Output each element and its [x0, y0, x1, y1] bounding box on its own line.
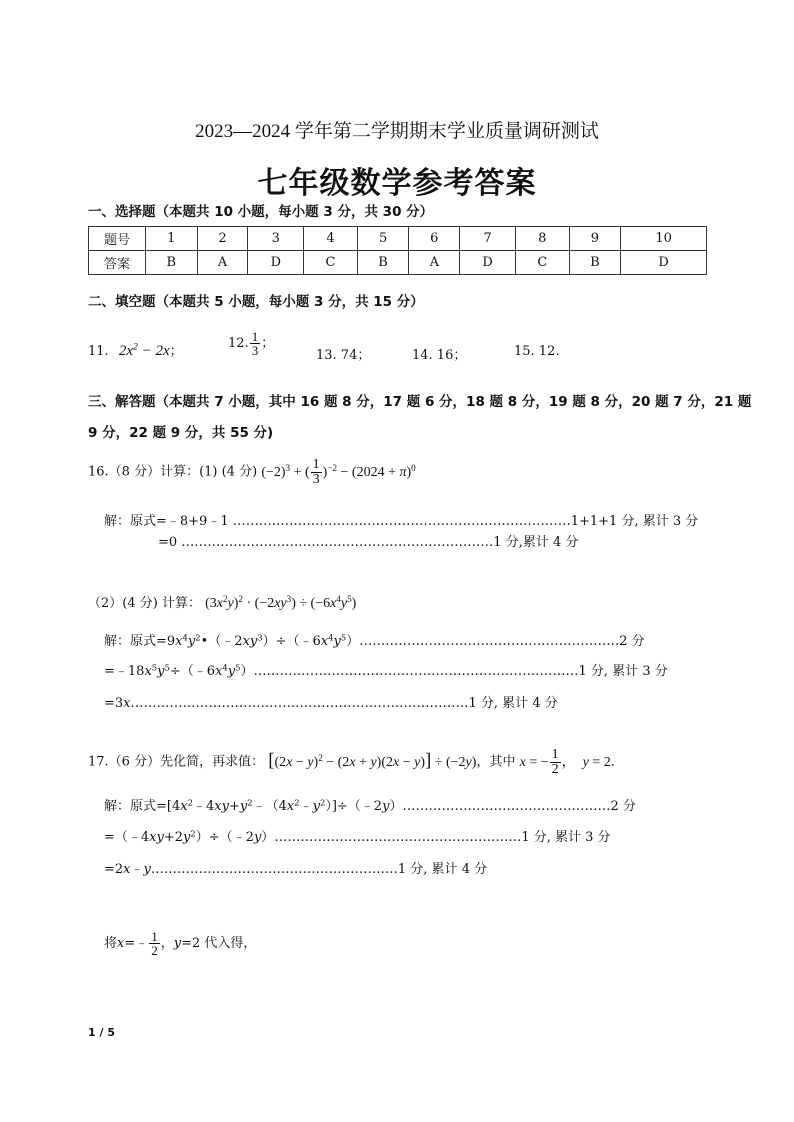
q17-solution-line1: 解：原式$=[4x^2﹣4xy+y^2﹣(4x^2﹣y^2)]\div(﹣2y)\dots\dots\dots\dots\dots\dots\dots\dots\dots\dots\dots\dots\dots\dots\dots\dots 2$ 分 — [104, 797, 636, 814]
answer-table-row — [89, 251, 707, 275]
exam-title: 2023—2024 学年第二学期期末学业质量调研测试 — [195, 121, 599, 142]
answer-choice-cell: C — [304, 251, 358, 275]
answer-table-row — [89, 227, 707, 251]
q17-solution-line3: =2x﹣y…………………………………………………1 分, 累计 4 分 — [104, 862, 488, 877]
q16-solution-line2: =0 ………………………………………………………………1 分,累计 4 分 — [158, 535, 579, 550]
answer-choice-cell: C — [516, 251, 570, 275]
q16-part2-line2: $=﹣18x^5y^5\div(﹣6x^4y^5)\dots\dots\dots\dots\dots\dots\dots\dots\dots\dots\dots\dots\dots\dots\dots\dots\dots\dots\dots\dots\dots\dots\dots\dots\dots 1$ 分, 累计 3 分 — [104, 662, 668, 679]
answer-14: 14. 16； — [412, 348, 467, 363]
section2-heading: 二、填空题（本题共 5 小题，每小题 3 分，共 15 分） — [88, 294, 424, 310]
question-number-cell: 10 — [621, 227, 707, 251]
answer-13: 13. 74； — [316, 348, 371, 363]
answer-choice-cell: B — [146, 251, 198, 275]
section3-heading-line1: 三、解答题（本题共 7 小题，其中 16 题 8 分，17 题 6 分，18 题 8 分，19 题 8 分，20 题 7 分，21 题 — [88, 394, 752, 410]
q16-solution-line1: 解：原式=﹣8+9﹣1 ……………………………………………………………………1+1+1 分, 累计 3 分 — [104, 514, 699, 529]
q16-part2-statement: （2）(4 分) 计算： $(3x^2y)^2 \cdot (-2xy^3) \div (-6x^4y^5)$ — [88, 594, 357, 611]
question-number-cell: 3 — [248, 227, 304, 251]
answer-choice-cell: B — [569, 251, 621, 275]
question-number-cell: 4 — [304, 227, 358, 251]
section3-heading-line2: 9 分，22 题 9 分，共 55 分) — [88, 425, 274, 441]
section1-heading: 一、选择题（本题共 10 小题，每小题 3 分，共 30 分） — [88, 204, 434, 220]
page-number: 1 / 5 — [88, 1026, 115, 1039]
question-number-cell: 7 — [460, 227, 516, 251]
answer-15: 15. 12. — [514, 344, 560, 359]
row-label: 答案 — [89, 251, 146, 275]
answer-11: 11. $2x^2 - 2x$； — [88, 341, 183, 359]
row-label: 题号 — [89, 227, 146, 251]
answer-12: 12. $\frac{1}{3}$ ； — [228, 329, 275, 358]
answer-choice-cell: D — [460, 251, 516, 275]
answer-choice-cell: A — [197, 251, 248, 275]
answer-key-title: 七年级数学参考答案 — [257, 166, 537, 201]
answer-table — [88, 226, 707, 275]
question-number-cell: 5 — [357, 227, 409, 251]
question-number-cell: 6 — [409, 227, 460, 251]
answer-choice-cell: B — [357, 251, 409, 275]
question-number-cell: 1 — [146, 227, 198, 251]
question-number-cell: 2 — [197, 227, 248, 251]
answer-choice-cell: A — [409, 251, 460, 275]
answer-choice-cell: D — [621, 251, 707, 275]
q17-statement: 17.（6 分）先化简，再求值： $[(2x - y)^2 - (2x + y)(2x - y)] \div (-2y)$，其中 x = − $\frac{1}{2}$ ， y = 2． — [88, 747, 624, 777]
question-number-cell: 9 — [569, 227, 621, 251]
q16-part2-line3: =3x……………………………………………………………………1 分, 累计 4 分 — [104, 696, 558, 711]
answer-choice-cell: D — [248, 251, 304, 275]
q16-part2-line1: 解：原式$=9x^4y^2•(﹣2xy^3)\div(﹣6x^4y^5)\dots\dots\dots\dots\dots\dots\dots\dots\dots\dots\dots\dots\dots\dots\dots\dots\dots\dots\dots\dots 2$ 分 — [104, 632, 645, 649]
q16-statement: 16.（8 分）计算：(1) (4 分) $(-2)^3$ + ( $\frac{1}{3}$ )$^{-2} - (2024 + \pi)^0$ — [88, 457, 416, 487]
question-number-cell: 8 — [516, 227, 570, 251]
q17-solution-line2: $=(﹣4xy+2y^2)\div(﹣2y)\dots\dots\dots\dots\dots\dots\dots\dots\dots\dots\dots\dots\dots\dots\dots\dots\dots\dots\dots 1$ 分, 累计 3 分 — [104, 828, 611, 845]
q17-substitution: 将x=﹣ $\frac{1}{2}$ ，y=2 代入得， — [104, 929, 257, 958]
